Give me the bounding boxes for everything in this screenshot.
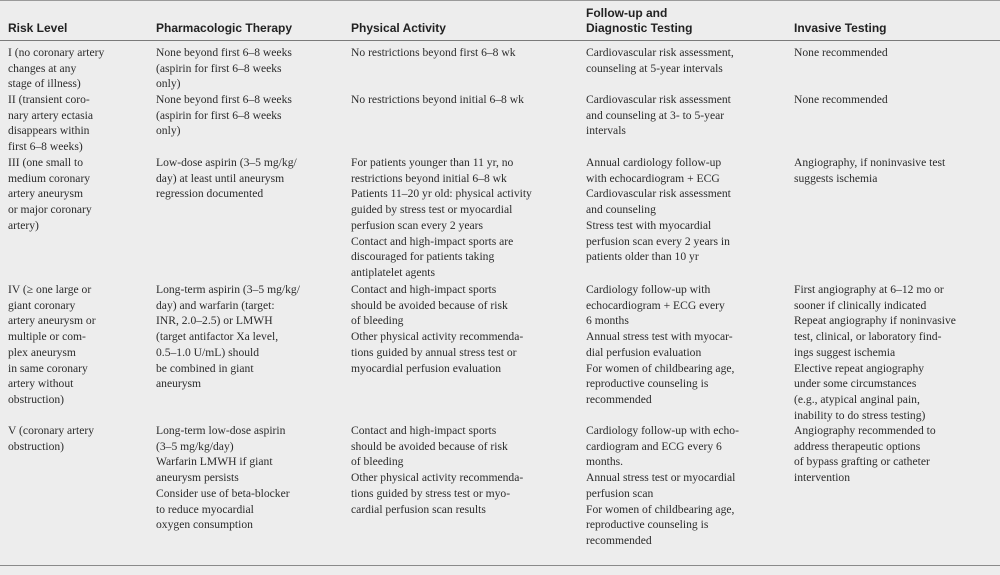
cell-line: Cardiovascular risk assessment — [586, 187, 731, 201]
cell-line: Contact and high-impact sports — [351, 424, 497, 437]
cell-line: Cardiology follow-up with — [586, 283, 711, 296]
cell-line: cardial perfusion scan results — [351, 502, 486, 516]
cell-line: No restrictions beyond first 6–8 wk — [351, 46, 516, 59]
cell-line: guided by stress test or myocardial — [351, 203, 513, 217]
cell-line: in same coronary — [8, 361, 88, 375]
cell-line: perfusion scan every 2 years — [351, 218, 483, 232]
header-invasive-testing — [794, 21, 886, 36]
cell-line: INR, 2.0–2.5) or LMWH — [156, 314, 273, 328]
cell-line: under some circumstances — [794, 377, 917, 391]
cell-line: plex aneurysm — [8, 345, 76, 359]
cell-line: giant coronary — [8, 298, 76, 312]
cell-line: restrictions beyond initial 6–8 wk — [351, 171, 507, 185]
cell-line: months. — [586, 455, 624, 469]
cell-line: stage of illness) — [8, 77, 81, 91]
cell-line: and counseling at 3- to 5-year — [586, 108, 725, 122]
cell-line: first 6–8 weeks) — [8, 140, 83, 154]
cell-line: should be avoided because of risk — [351, 439, 508, 453]
cell-line: perfusion scan every 2 years in — [586, 234, 730, 248]
cell-line: oxygen consumption — [156, 518, 253, 532]
header-line: Diagnostic Testing — [586, 21, 693, 35]
cell-line: Annual stress test with myocar- — [586, 330, 733, 344]
cell-line: III (one small to — [8, 156, 84, 169]
cell-line: day) at least until aneurysm — [156, 171, 285, 185]
table-header — [0, 1, 1000, 41]
cell-line: Angiography, if noninvasive test — [794, 156, 946, 169]
cell-line: tions guided by annual stress test or — [351, 345, 517, 359]
cell-line: intervals — [586, 124, 626, 138]
cell-line: intervention — [794, 471, 851, 485]
cell-line: should be avoided because of risk — [351, 298, 508, 312]
cell-line: multiple or com- — [8, 330, 86, 344]
cell-line: disappears within — [8, 124, 90, 138]
cell-physical-activity — [351, 423, 523, 517]
cell-line: artery aneurysm — [8, 187, 84, 201]
cell-line: Cardiology follow-up with echo- — [586, 424, 739, 437]
cell-physical-activity — [351, 282, 523, 376]
cell-line: of bleeding — [351, 314, 404, 328]
cell-line: day) and warfarin (target: — [156, 298, 275, 312]
cell-line: echocardiogram + ECG every — [586, 298, 725, 312]
cell-line: artery) — [8, 218, 39, 232]
cell-follow-up-testing — [586, 423, 739, 549]
cell-line: and counseling — [586, 203, 656, 217]
cell-pharmacologic-therapy — [156, 45, 292, 92]
cell-line: (aspirin for first 6–8 weeks — [156, 61, 282, 75]
cell-line: aneurysm — [156, 377, 202, 391]
cell-line: (target antifactor Xa level, — [156, 330, 279, 344]
cell-line: ings suggest ischemia — [794, 345, 896, 359]
cell-pharmacologic-therapy — [156, 155, 297, 202]
cell-line: regression documented — [156, 187, 264, 201]
cell-line: Repeat angiography if noninvasive — [794, 314, 956, 328]
cell-line: discouraged for patients taking — [351, 250, 495, 264]
cell-line: (aspirin for first 6–8 weeks — [156, 108, 282, 122]
cell-line: dial perfusion evaluation — [586, 345, 702, 359]
cell-risk-level — [8, 155, 92, 234]
header-line: Physical Activity — [351, 21, 446, 35]
cell-line: Cardiovascular risk assessment — [586, 93, 731, 106]
bottom-rule — [0, 565, 1000, 566]
cell-line: nary artery ectasia — [8, 108, 93, 122]
cell-line: only) — [156, 124, 181, 138]
cell-physical-activity — [351, 45, 516, 61]
cell-line: patients older than 10 yr — [586, 250, 699, 264]
cell-line: myocardial perfusion evaluation — [351, 361, 502, 375]
cell-line: Annual stress test or myocardial — [586, 471, 736, 485]
header-pharmacologic-therapy — [156, 21, 292, 36]
cell-line: of bleeding — [351, 455, 404, 469]
cell-line: test, clinical, or laboratory find- — [794, 330, 942, 344]
cell-line: artery without — [8, 377, 74, 391]
cell-line: Low-dose aspirin (3–5 mg/kg/ — [156, 156, 297, 169]
cell-line: Long-term aspirin (3–5 mg/kg/ — [156, 283, 300, 296]
header-line: Risk Level — [8, 21, 68, 35]
cell-line: IV (≥ one large or — [8, 283, 92, 296]
cell-follow-up-testing — [586, 45, 734, 76]
cell-line: Stress test with myocardial — [586, 218, 712, 232]
cell-physical-activity — [351, 92, 524, 108]
cell-pharmacologic-therapy — [156, 282, 300, 392]
cell-line: medium coronary — [8, 171, 91, 185]
cell-line: For patients younger than 11 yr, no — [351, 156, 514, 169]
cell-line: 0.5–1.0 U/mL) should — [156, 345, 260, 359]
cell-line: or major coronary — [8, 203, 92, 217]
cell-line: reproductive counseling is — [586, 377, 709, 391]
header-line: Pharmacologic Therapy — [156, 21, 293, 35]
cell-line: None recommended — [794, 93, 888, 106]
header-follow-up-testing — [586, 6, 692, 36]
cell-line: address therapeutic options — [794, 439, 921, 453]
cell-line: tions guided by stress test or myo- — [351, 486, 511, 500]
cell-pharmacologic-therapy — [156, 92, 292, 139]
cell-line: obstruction) — [8, 439, 65, 453]
cell-risk-level — [8, 92, 93, 155]
cell-line: recommended — [586, 392, 652, 406]
cell-line: cardiogram and ECG every 6 — [586, 439, 722, 453]
cell-line: inability to do stress testing) — [794, 408, 926, 422]
cell-line: perfusion scan — [586, 486, 654, 500]
cell-invasive-testing — [794, 92, 888, 108]
cell-line: No restrictions beyond initial 6–8 wk — [351, 93, 524, 106]
cell-risk-level — [8, 423, 94, 454]
cell-line: Long-term low-dose aspirin — [156, 424, 286, 437]
cell-line: antiplatelet agents — [351, 265, 436, 279]
cell-line: None recommended — [794, 46, 888, 59]
cell-line: Other physical activity recommenda- — [351, 330, 524, 344]
cell-invasive-testing — [794, 282, 956, 423]
cell-line: aneurysm persists — [156, 471, 239, 485]
cell-risk-level — [8, 282, 96, 408]
cell-line: artery aneurysm or — [8, 314, 96, 328]
cell-invasive-testing — [794, 155, 945, 186]
cell-line: First angiography at 6–12 mo or — [794, 283, 944, 296]
cell-line: of bypass grafting or catheter — [794, 455, 930, 469]
cell-line: suggests ischemia — [794, 171, 878, 185]
cell-line: Consider use of beta-blocker — [156, 486, 290, 500]
cell-line: Warfarin LMWH if giant — [156, 455, 273, 469]
cell-line: Annual cardiology follow-up — [586, 156, 722, 169]
cell-line: II (transient coro- — [8, 93, 90, 106]
cell-risk-level — [8, 45, 104, 92]
cell-line: For women of childbearing age, — [586, 361, 735, 375]
cell-line: Other physical activity recommenda- — [351, 471, 524, 485]
cell-pharmacologic-therapy — [156, 423, 290, 533]
header-line: Follow-up and — [586, 6, 668, 20]
cell-line: Contact and high-impact sports — [351, 283, 497, 296]
cell-line: only) — [156, 77, 181, 91]
header-risk-level — [8, 21, 67, 36]
cell-line: None beyond first 6–8 weeks — [156, 46, 292, 59]
cell-follow-up-testing — [586, 155, 731, 265]
cell-line: Contact and high-impact sports are — [351, 234, 514, 248]
cell-physical-activity — [351, 155, 532, 281]
header-physical-activity — [351, 21, 446, 36]
cell-line: to reduce myocardial — [156, 502, 254, 516]
cell-follow-up-testing — [586, 92, 731, 139]
header-line: Invasive Testing — [794, 21, 887, 35]
cell-line: (e.g., atypical anginal pain, — [794, 392, 920, 406]
cell-line: I (no coronary artery — [8, 46, 105, 59]
cell-line: Patients 11–20 yr old: physical activity — [351, 187, 532, 201]
cell-line: changes at any — [8, 61, 77, 75]
cell-line: obstruction) — [8, 392, 65, 406]
cell-line: Elective repeat angiography — [794, 361, 925, 375]
cell-line: 6 months — [586, 314, 629, 328]
cell-line: None beyond first 6–8 weeks — [156, 93, 292, 106]
cell-line: be combined in giant — [156, 361, 254, 375]
cell-invasive-testing — [794, 45, 888, 61]
cell-line: (3–5 mg/kg/day) — [156, 439, 234, 453]
cell-line: Angiography recommended to — [794, 424, 936, 437]
cell-follow-up-testing — [586, 282, 734, 408]
cell-line: V (coronary artery — [8, 424, 95, 437]
cell-line: For women of childbearing age, — [586, 502, 735, 516]
cell-line: counseling at 5-year intervals — [586, 61, 723, 75]
cell-line: recommended — [586, 533, 652, 547]
cell-line: with echocardiogram + ECG — [586, 171, 720, 185]
cell-line: reproductive counseling is — [586, 518, 709, 532]
cell-invasive-testing — [794, 423, 936, 486]
cell-line: Cardiovascular risk assessment, — [586, 46, 734, 59]
cell-line: sooner if clinically indicated — [794, 298, 927, 312]
